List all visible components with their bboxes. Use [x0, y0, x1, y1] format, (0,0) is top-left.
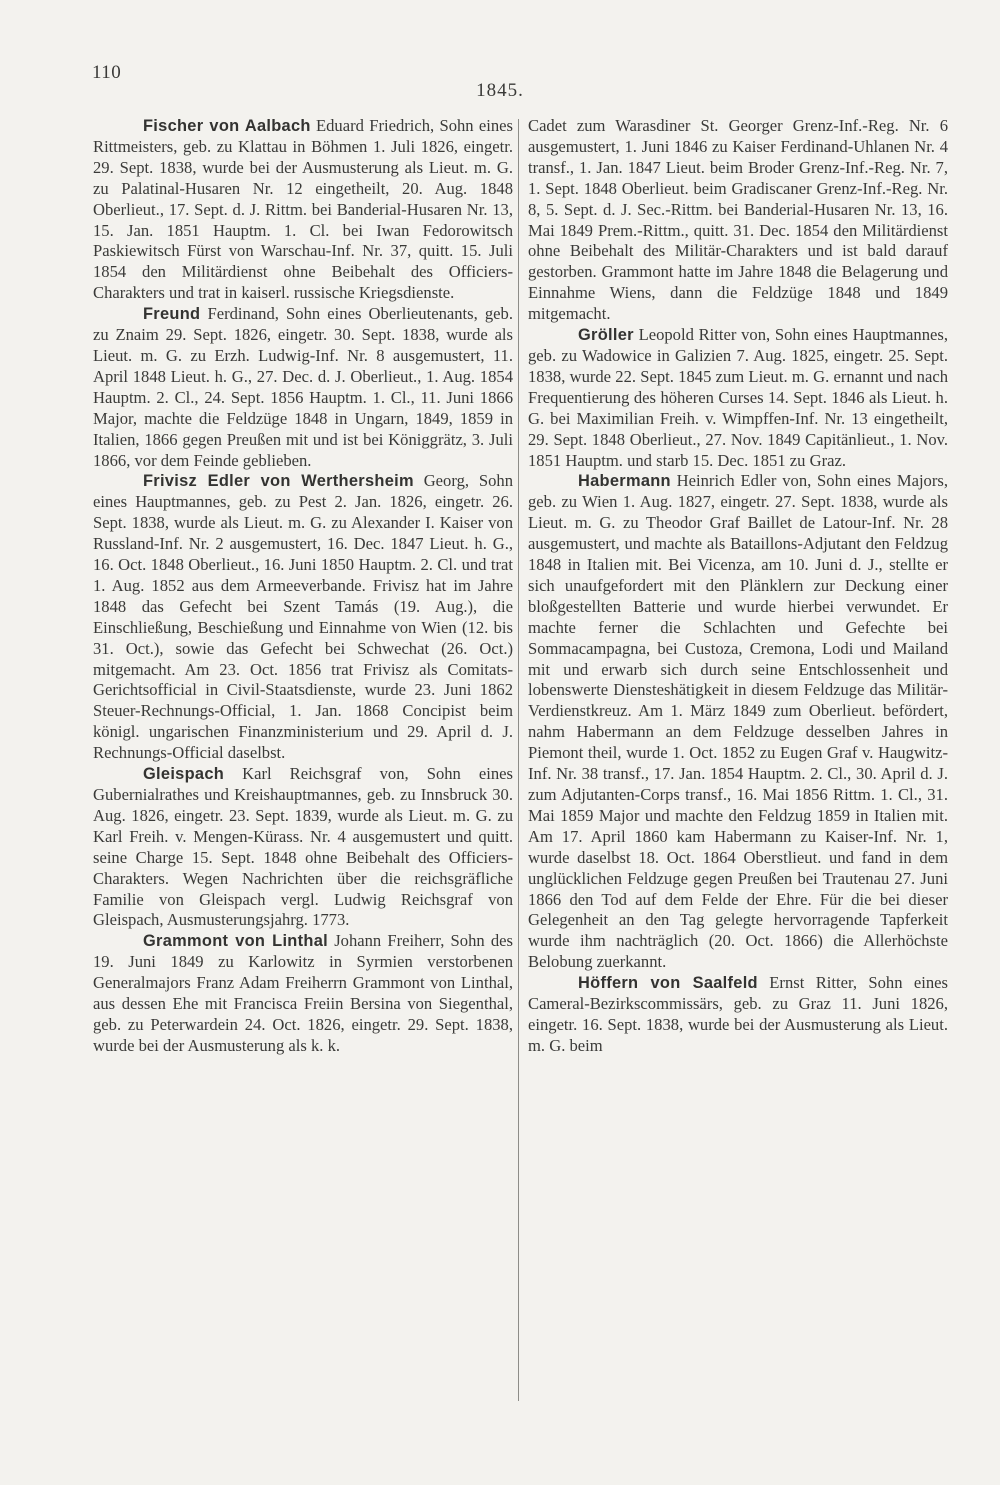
- entry-name: Höffern von Saalfeld: [578, 974, 758, 993]
- column-divider: [518, 119, 519, 1401]
- entry-name: Fischer von Aalbach: [143, 117, 311, 135]
- entry-text: Cadet zum Warasdiner St. Georger Grenz-Inf.-Reg. Nr. 6 ausgemustert, 1. Juni 1846 zu Kaiser Ferdinand-Uhlanen Nr. 4 transf., 1. Jan. 1847 Lieut. beim Broder Grenz-Inf.-Reg. Nr. 7, 1. Sept. 1848 Oberlieut. beim Gradiscaner Grenz-Inf.-Reg. Nr. 8, 5. Sept. d. J. Sec.-Rittm. bei Banderial-Husaren Nr. 13, 16. Mai 1849 Prem.-Rittm., quitt. 31. Dec. 1854 den Militärdienst ohne Beibehalt des Militär-Charakters und ist bald darauf gestorben. Grammont hatte im Jahre 1848 die Belagerung und Einnahme Wiens, dann die Feldzüge 1848 und 1849 mitgemacht.: [528, 116, 948, 324]
- entry-continuation: [528, 116, 948, 325]
- entry: [93, 304, 513, 471]
- entry: [93, 931, 513, 1056]
- entry-text: Ernst Ritter, Sohn eines Cameral-Bezirkscommissärs, geb. zu Graz 11. Juni 1826, eingetr. 16. Sept. 1838, wurde bei der Ausmusterung als Lieut. m. G. beim: [528, 973, 948, 1055]
- entry-text: Karl Reichsgraf von, Sohn eines Gubernialrathes und Kreishauptmannes, geb. zu Innsbruck 30. Aug. 1826, eingetr. 23. Sept. 1839, wurde als Lieut. m. G. zu Karl Freih. v. Mengen-Kürass. Nr. 4 ausgemustert und quitt. seine Charge 15. Sept. 1848 ohne Beibehalt des Officiers-Charakters. Wegen Nachrichten über die reichsgräfliche Familie von Gleispach vergl. Ludwig Reichsgraf von Gleispach, Ausmusterungsjahrg. 1773.: [93, 764, 513, 930]
- entry: [528, 471, 948, 973]
- entry-text: Ferdinand, Sohn eines Oberlieutenants, geb. zu Znaim 29. Sept. 1826, eingetr. 30. Sept. 1838, wurde als Lieut. m. G. zu Erzh. Ludwig-Inf. Nr. 8 ausgemustert, 11. April 1848 Lieut. h. G., 27. Dec. d. J. Oberlieut., 1. Aug. 1854 Hauptm. 2. Cl., 24. Sept. 1856 Hauptm. 1. Cl., 11. Juni 1866 Major, machte die Feldzüge 1848 in Ungarn, 1849, 1859 in Italien, 1866 gegen Preußen mit und ist bei Königgrätz, 3. Juli 1866, vor dem Feinde geblieben.: [93, 304, 513, 470]
- entry: [528, 973, 948, 1057]
- entry: [93, 116, 513, 304]
- entry-name: Grammont von Linthal: [143, 932, 328, 951]
- entry-name: Gröller: [578, 326, 634, 345]
- entry-text: Georg, Sohn eines Hauptmannes, geb. zu Pest 2. Jan. 1826, eingetr. 26. Sept. 1838, wurde als Lieut. m. G. zu Alexander I. Kaiser von Russland-Inf. Nr. 2 ausgemustert, 16. Dec. 1847 Lieut. h. G., 16. Oct. 1848 Oberlieut., 16. Juni 1850 Hauptm. 2. Cl. und trat 1. Aug. 1852 aus dem Armeeverbande. Frivisz hat im Jahre 1848 das Gefecht bei Szent Tamás (19. Aug.), die Einschließung, Beschießung und Einnahme von Wien (12. bis 31. Oct.), sowie das Gefecht bei Schwechat (26. Oct.) mitgemacht. Am 23. Oct. 1856 trat Frivisz als Comitats-Gerichtsofficial in Civil-Staatsdienste, wurde 23. Juni 1862 Steuer-Rechnungs-Official, 1. Jan. 1868 Concipist beim königl. ungarischen Finanzministerium und 29. April d. J. Rechnungs-Official daselbst.: [93, 471, 513, 763]
- entry-text: Eduard Friedrich, Sohn eines Rittmeisters, geb. zu Klattau in Böhmen 1. Juli 1826, eingetr. 29. Sept. 1838, wurde bei der Ausmusterung als Lieut. m. G. zu Palatinal-Husaren Nr. 12 eingetheilt, 20. Aug. 1848 Oberlieut., 17. Sept. d. J. Rittm. bei Banderial-Husaren Nr. 13, 15. Jan. 1851 Hauptm. 1. Cl. bei Iwan Fedorowitsch Paskiewitsch Fürst von Warschau-Inf. Nr. 37, quitt. 15. Juli 1854 den Militärdienst ohne Beibehalt des Officiers-Charakters und trat in kaiserl. russische Kriegsdienste.: [93, 116, 513, 303]
- entry: [93, 764, 513, 931]
- entry: [528, 325, 948, 471]
- entry-name: Habermann: [578, 472, 671, 491]
- entry-name: Freund: [143, 305, 201, 324]
- right-column: [528, 116, 948, 1057]
- left-column: [93, 116, 513, 1057]
- entry-text: Heinrich Edler von, Sohn eines Majors, geb. zu Wien 1. Aug. 1827, eingetr. 27. Sept. 1838, wurde als Lieut. m. G. zu Theodor Graf Baillet de Latour-Inf. Nr. 28 ausgemustert, und machte als Bataillons-Adjutant den Feldzug 1848 in Italien mit. Bei Vicenza, am 10. Juni d. J., stellte er sich unaufgefordert mit den Plänklern zur Deckung einer bloßgestellten Batterie und wurde hierbei verwundet. Er machte ferner die Schlachten und Gefechte bei Sommacampagna, bei Custoza, Cremona, Lodi und Mailand mit und erwarb sich durch seine Entschlossenheit und lobenswerte Diensteshätigkeit in diesem Feldzuge das Militär-Verdienstkreuz. Am 1. März 1849 zum Oberlieut. befördert, nahm Habermann an dem Feldzuge desselben Jahres in Piemont theil, wurde 1. Oct. 1852 zu Eugen Graf v. Haugwitz-Inf. Nr. 38 transf., 17. Jan. 1854 Hauptm. 2. Cl., 30. April d. J. zum Adjutanten-Corps transf., 16. Mai 1856 Rittm. 1. Cl., 31. Mai 1859 Major und machte den Feldzug 1859 in Italien mit. Am 17. April 1860 kam Habermann zu Kaiser-Inf. Nr. 1, wurde daselbst 18. Oct. 1864 Oberstlieut. und fand in dem unglücklichen Feldzuge gegen Preußen bei Trautenau 27. Juni 1866 den Tod auf dem Felde der Ehre. Für die bei dieser Gelegenheit an den Tag gelegte hervorragende Tapferkeit wurde ihm nachträglich (20. Oct. 1866) die Allerhöchste Belobung zuerkannt.: [528, 471, 948, 972]
- running-head-year: 1845.: [476, 80, 524, 101]
- page-number: 110: [92, 62, 122, 83]
- entry: [93, 471, 513, 764]
- entry-text: Johann Freiherr, Sohn des 19. Juni 1849 zu Karlowitz in Syrmien verstorbenen Generalmajors Franz Adam Freiherrn Grammont von Linthal, aus dessen Ehe mit Francisca Freiin Bersina von Siegenthal, geb. zu Peterwardein 24. Oct. 1826, eingetr. 29. Sept. 1838, wurde bei der Ausmusterung als k. k.: [93, 931, 513, 1055]
- entry-name: Frivisz Edler von Werthersheim: [143, 472, 414, 491]
- entry-text: Leopold Ritter von, Sohn eines Hauptmannes, geb. zu Wadowice in Galizien 7. Aug. 1825, eingetr. 25. Sept. 1838, wurde 22. Sept. 1845 zum Lieut. m. G. ernannt und nach Frequentierung des höheren Curses 14. Sept. 1846 als Lieut. h. G. bei Maximilian Freih. v. Wimpffen-Inf. Nr. 13 eingetheilt, 29. Sept. 1848 Oberlieut., 27. Nov. 1849 Capitänlieut., 1. Nov. 1851 Hauptm. und starb 15. Dec. 1851 zu Graz.: [528, 325, 948, 470]
- entry-name: Gleispach: [143, 765, 225, 784]
